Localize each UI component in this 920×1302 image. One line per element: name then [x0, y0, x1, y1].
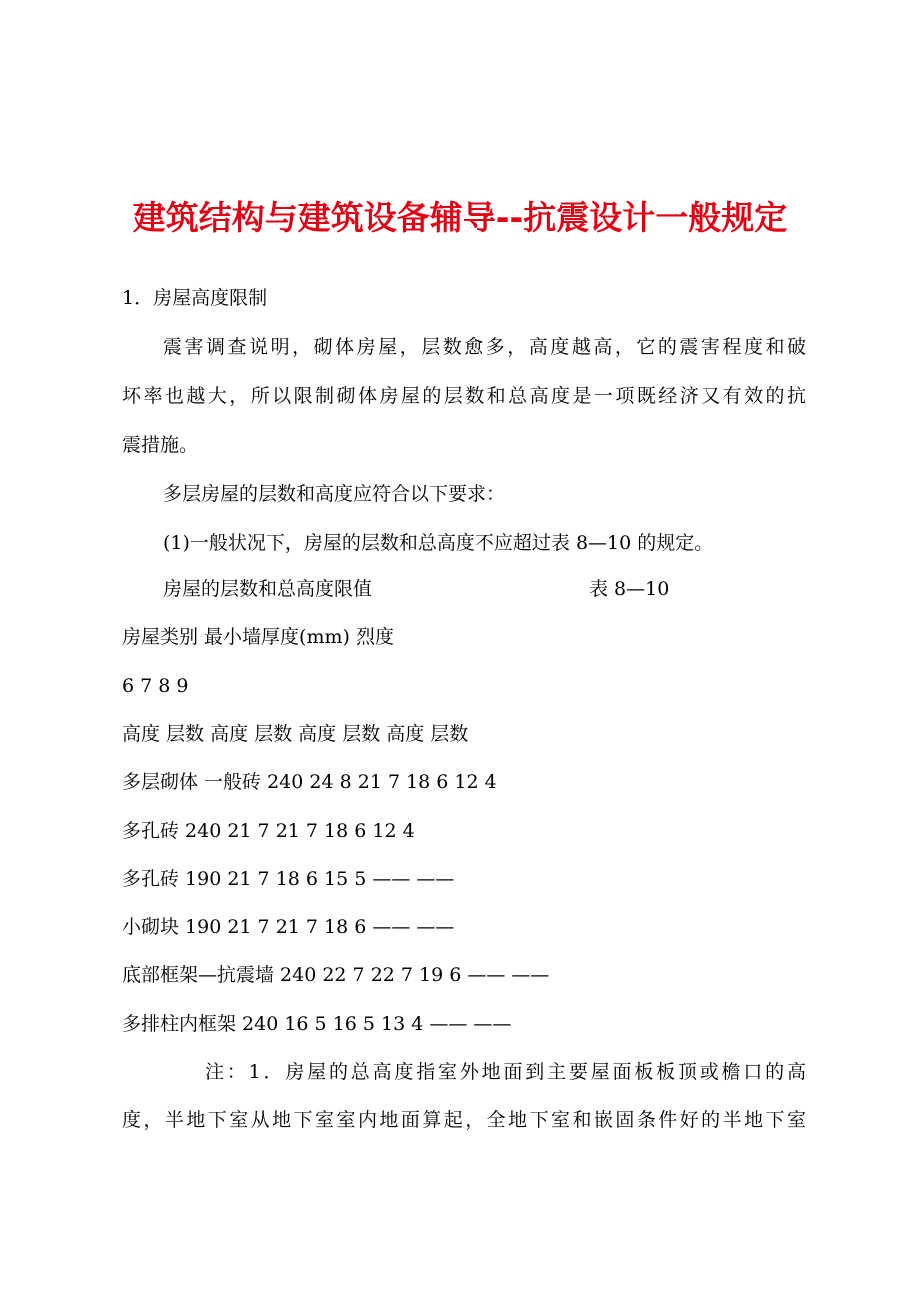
table-header-row2: 6 7 8 9 [122, 675, 189, 697]
table-row: 多孔砖 190 21 7 18 6 15 5 —— —— [122, 868, 455, 890]
table-header-row1: 房屋类别 最小墙厚度(mm) 烈度 [122, 626, 394, 648]
table-row: 底部框架—抗震墙 240 22 7 22 7 19 6 —— —— [122, 964, 550, 986]
paragraph1-line3: 震措施。 [122, 434, 199, 456]
section-heading: 1．房屋高度限制 [122, 287, 268, 309]
paragraph1-line1: 震害调查说明，砌体房屋，层数愈多，高度越高，它的震害程度和破 [163, 336, 806, 358]
table-number: 表 8—10 [589, 578, 670, 600]
note-line1: 注：1．房屋的总高度指室外地面到主要屋面板板顶或檐口的高 [205, 1061, 806, 1083]
table-row: 多排柱内框架 240 16 5 16 5 13 4 —— —— [122, 1013, 512, 1035]
document-title: 建筑结构与建筑设备辅导--抗震设计一般规定 [132, 198, 788, 237]
table-caption: 房屋的层数和总高度限值 [163, 578, 373, 600]
paragraph1-line2: 坏率也越大，所以限制砌体房屋的层数和总高度是一项既经济又有效的抗 [122, 385, 806, 407]
table-row: 小砌块 190 21 7 21 7 18 6 —— —— [122, 916, 455, 938]
table-row: 多孔砖 240 21 7 21 7 18 6 12 4 [122, 820, 415, 842]
paragraph2: 多层房屋的层数和高度应符合以下要求： [163, 483, 506, 505]
note-line2: 度，半地下室从地下室室内地面算起，全地下室和嵌固条件好的半地下室 [122, 1109, 806, 1131]
paragraph3: (1)一般状况下，房屋的层数和总高度不应超过表 8—10 的规定。 [163, 532, 714, 554]
table-header-row3: 高度 层数 高度 层数 高度 层数 高度 层数 [122, 723, 469, 745]
table-row: 多层砌体 一般砖 240 24 8 21 7 18 6 12 4 [122, 771, 497, 793]
